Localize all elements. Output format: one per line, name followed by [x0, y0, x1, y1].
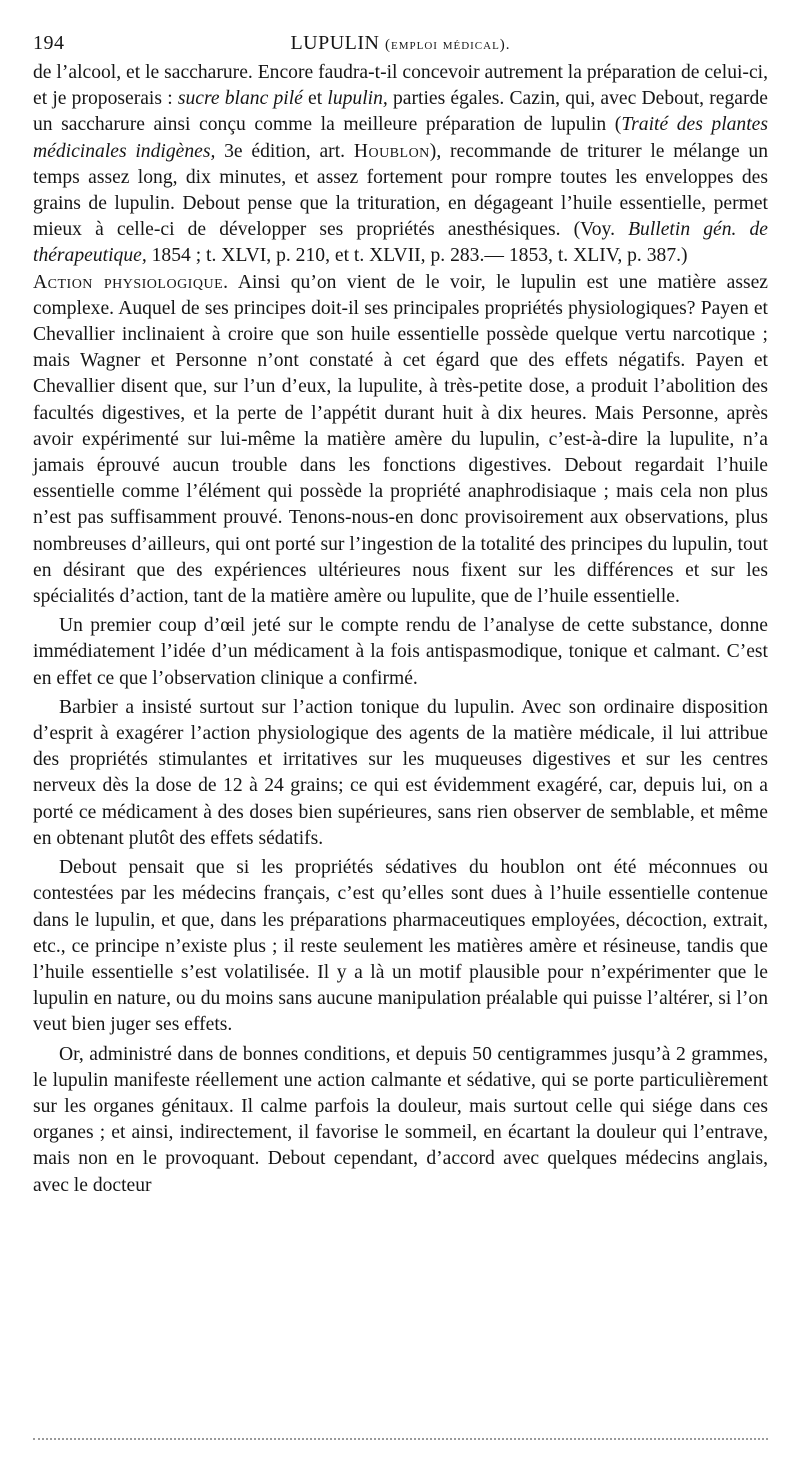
text-run: Debout pensait que si les propriétés sédatives du houblon ont été méconnues ou contestées par les médecins français, c’est qu’elles sont dues à l’huile essentielle contenue dans le lupulin, et que, dans les préparations pharmaceutiques employées, décoction, extrait, etc., ce principe n’existe plus ; il reste seulement les matières amère et résineuse, tandis que l’huile essentielle s’est volatilisée. Il y a là un motif plausible pour n’expérimenter que le lupulin en nature, ou du moins sans aucune manipulation préalable qui puisse l’altérer, si l’on veut bien juger ses effets. — [33, 857, 768, 1036]
running-title-subtitle: (emploi médical). — [385, 37, 511, 53]
text-run: sucre blanc pilé — [177, 88, 303, 110]
text-run: 3e édition, art. — [215, 140, 354, 162]
paragraph-barbier — [33, 695, 768, 852]
text-run: et — [302, 88, 328, 110]
text-run: de l’alcool, et le saccharure. Encore faudra-t-il concevoir autrement la préparation de celui-ci, et je proposerais : — [33, 62, 768, 110]
text-run: Action physiologique. — [33, 271, 229, 293]
body-text — [33, 60, 768, 1199]
paragraph-action-physiologique — [33, 270, 768, 611]
text-run: Or, administré dans de bonnes conditions, et depuis 50 centigrammes jusqu’à 2 grammes, le lupulin manifeste réellement une action calmante et sédative, qui se porte particulièrement sur les organes génitaux. Il calme parfois la douleur, mais surtout celle qui siége dans ces organes ; et ainsi, indirectement, il favorise le sommeil, en écartant la douleur qui l’entrave, mais non en le provoquant. Debout cependant, d’accord avec quelques médecins anglais, avec le docteur — [33, 1043, 768, 1196]
text-run: ), recommande de triturer le mélange un temps assez long, dix minutes, et assez fortement pour rompre toutes les enveloppes des grains de lupulin. Debout pense que la trituration, en dégageant l’huile essentielle, permet mieux à celle-ci de développer ses propriétés anesthésiques. (Voy. — [33, 140, 769, 241]
text-run: Houblon — [353, 140, 430, 162]
running-title-main: LUPULIN — [290, 32, 380, 54]
paragraph-saccharure — [33, 60, 768, 270]
text-run: Bulletin gén. de thérapeutique, — [33, 219, 769, 267]
paragraph-premier-coup-doeil — [33, 613, 768, 692]
text-run: Ainsi qu’on vient de le voir, le lupulin est une matière assez complexe. Auquel de ses principes doit-il ses principales propriétés physiologiques? Payen et Chevallier inclinaient à croire que son huile essentielle possède quelque vertu narcotique ; mais Wagner et Personne n’ont constaté à cet égard que des effets négatifs. Payen et Chevallier disent que, sur l’un d’eux, la lupulite, à très-petite dose, a produit l’abolition des facultés digestives, et la perte de l’appétit durant huit à dix heures. Mais Personne, après avoir expérimenté sur lui-même la matière amère du lupulin, c’est-à-dire la lupulite, n’a jamais éprouvé aucun trouble dans les fonctions digestives. Debout regardait l’huile essentielle comme l’élément qui possède la propriété anaphrodisiaque ; mais cela non plus n’est pas suffisamment prouvé. Tenons-nous-en donc provisoirement aux observations, plus nombreuses d’ailleurs, qui ont porté sur l’ingestion de la totalité des principes du lupulin, tout en désirant que des expériences ultérieures nous fixent sur les différences et sur les spécialités d’action, tant de la matière amère ou lupulite, que de l’huile essentielle. — [33, 271, 768, 608]
paragraph-administration — [33, 1042, 768, 1199]
page-number: 194 — [33, 32, 65, 54]
text-run: 1854 ; t. XLVI, p. 210, et t. XLVII, p. 283.— 1853, t. XLIV, p. 387.) — [146, 245, 688, 267]
text-run: parties égales. Cazin, qui, avec Debout, regarde un saccharure ainsi conçu comme la meilleure préparation de lupulin ( — [33, 88, 768, 136]
text-run: Traité des plantes médicinales indigènes, — [33, 114, 768, 162]
paragraph-debout — [33, 855, 768, 1038]
running-title — [33, 32, 768, 55]
text-run: lupulin, — [327, 88, 388, 110]
footer-rule — [33, 1438, 768, 1440]
text-run: Barbier a insisté surtout sur l’action tonique du lupulin. Avec son ordinaire disposition d’esprit à exagérer l’action physiologique des agents de la matière médicale, il lui attribue des propriétés stimulantes et irritatives sur les muqueuses digestives et sur les centres nerveux dès la dose de 12 à 24 grains; ce qui est évidemment exagéré, car, depuis lui, on a porté ce médicament à des doses bien supérieures, sans rien observer de semblable, et même en obtenant plutôt des effets sédatifs. — [33, 696, 768, 849]
text-run: Un premier coup d’œil jeté sur le compte rendu de l’analyse de cette substance, donne immédiatement l’idée d’un médicament à la fois antispasmodique, tonique et calmant. C’est en effet ce que l’observation clinique a confirmé. — [33, 615, 768, 689]
running-header — [33, 30, 768, 60]
book-page — [33, 30, 768, 1199]
